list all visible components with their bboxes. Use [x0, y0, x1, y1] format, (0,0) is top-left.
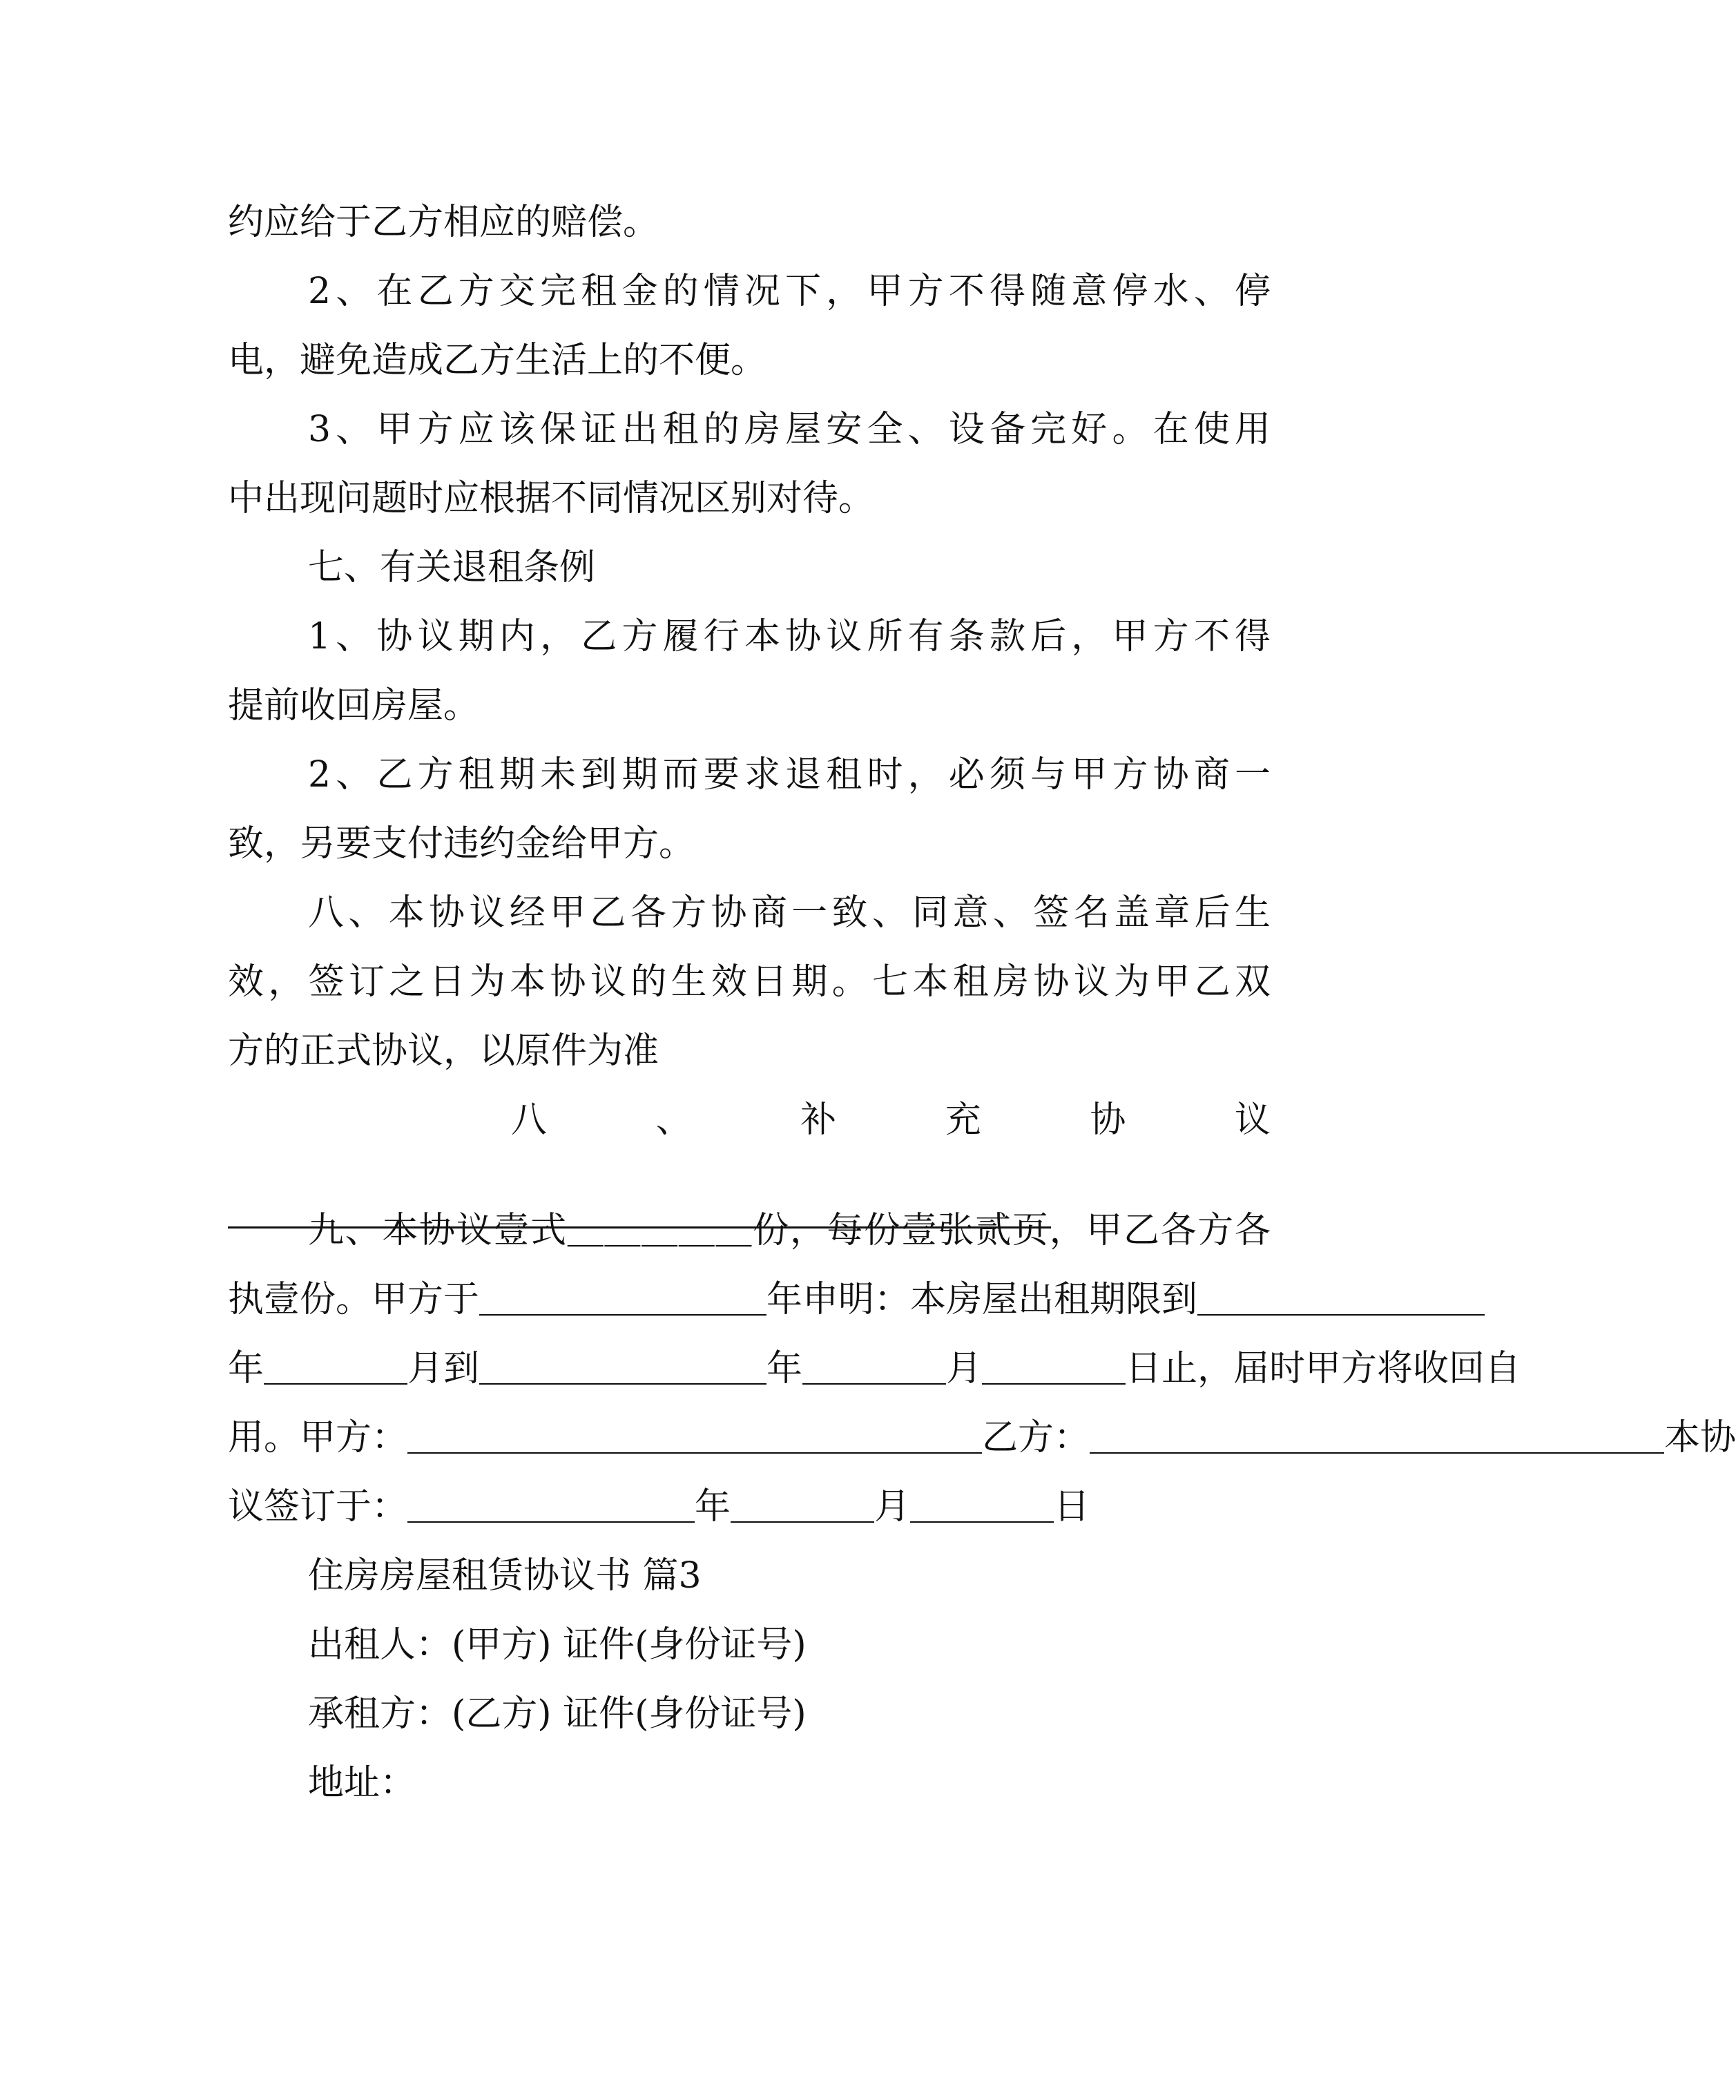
text-line: 中出现问题时应根据不同情况区别对待。: [228, 478, 875, 519]
heading-char: 八: [511, 1099, 548, 1141]
text-line: 提前收回房屋。: [228, 685, 480, 726]
heading-char: 议: [1234, 1099, 1271, 1141]
text-line: 1、协议期内，乙方履行本协议所有条款后，甲方不得: [308, 616, 1271, 657]
text-line: 执壹份。甲方于＿＿＿＿＿＿＿＿年申明：本房屋出租期限到＿＿＿＿＿＿＿＿: [228, 1279, 1485, 1320]
signature-rule: [228, 1226, 1051, 1229]
lessee-field: 承租方：(乙方) 证件(身份证号): [308, 1693, 807, 1735]
text-line: 八、本协议经甲乙各方协商一致、同意、签名盖章后生: [308, 892, 1271, 934]
text-line: 年＿＿＿＿月到＿＿＿＿＿＿＿＿年＿＿＿＿月＿＿＿＿日止，届时甲方将收回自: [228, 1348, 1521, 1389]
text-line: 2、乙方租期未到期而要求退租时，必须与甲方协商一: [308, 754, 1271, 796]
text-line: 用。甲方：＿＿＿＿＿＿＿＿＿＿＿＿＿＿＿＿乙方：＿＿＿＿＿＿＿＿＿＿＿＿＿＿＿＿本协: [228, 1417, 1736, 1458]
text-line: 九、本协议壹式＿＿＿＿＿份，每份壹张贰页，甲乙各方各: [308, 1210, 1271, 1251]
section-heading: 七、有关退租条例: [308, 547, 596, 588]
text-line: 致，另要支付违约金给甲方。: [228, 823, 695, 865]
document-title: 住房房屋租赁协议书 篇3: [308, 1555, 702, 1597]
supplement-heading: [228, 1086, 1271, 1155]
heading-char: 、: [655, 1099, 692, 1141]
heading-char: 协: [1090, 1099, 1126, 1141]
address-field: 地址：: [308, 1762, 416, 1804]
text-line: 议签订于：＿＿＿＿＿＿＿＿年＿＿＿＿月＿＿＿＿日: [228, 1486, 1090, 1528]
heading-char: 充: [945, 1099, 981, 1141]
document-body: [228, 188, 1736, 1818]
text-line: 3、甲方应该保证出租的房屋安全、设备完好。在使用: [308, 409, 1271, 450]
text-line: 2、在乙方交完租金的情况下，甲方不得随意停水、停: [308, 271, 1271, 312]
text-line: 方的正式协议，以原件为准: [228, 1030, 659, 1072]
text-line: 效，签订之日为本协议的生效日期。七本租房协议为甲乙双: [228, 961, 1271, 1003]
lessor-field: 出租人：(甲方) 证件(身份证号): [308, 1624, 807, 1666]
text-line: 电，避免造成乙方生活上的不便。: [228, 340, 767, 381]
text-line: 约应给于乙方相应的赔偿。: [228, 202, 659, 243]
heading-char: 补: [800, 1099, 837, 1141]
